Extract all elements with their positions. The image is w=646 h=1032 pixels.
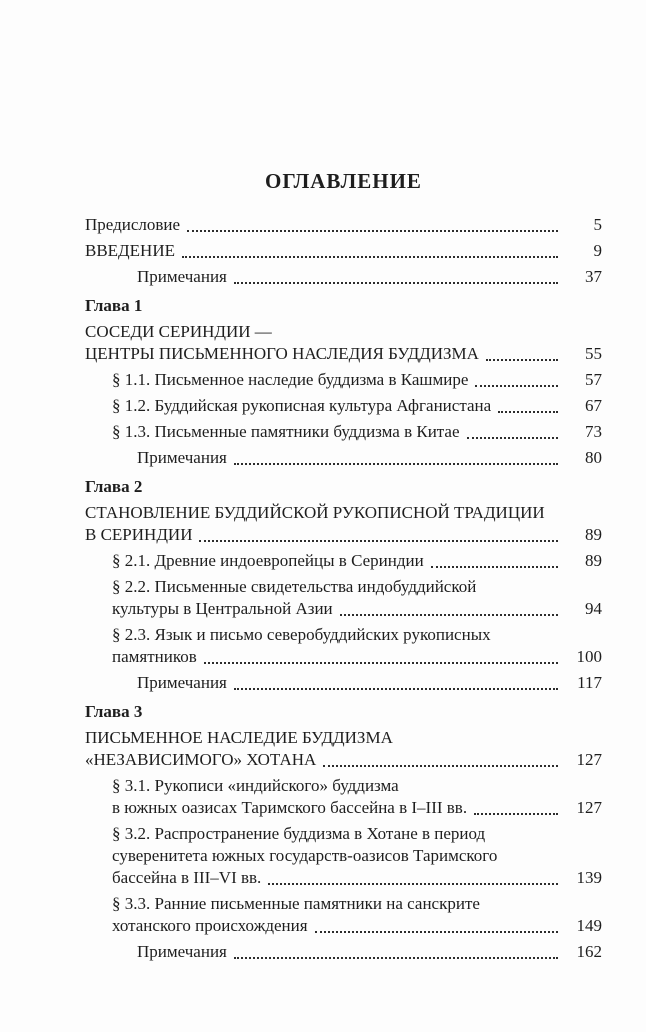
toc-entry-line bbox=[85, 524, 602, 546]
toc-entry-line bbox=[137, 672, 602, 694]
toc-entry-text: Примечания bbox=[137, 942, 227, 961]
toc-entry bbox=[85, 240, 602, 262]
toc-entry bbox=[85, 214, 602, 236]
toc-entry bbox=[85, 421, 602, 443]
dot-leader-icon bbox=[323, 765, 558, 767]
toc-chapter-group bbox=[85, 476, 602, 694]
toc-entry-text: Примечания bbox=[137, 448, 227, 467]
toc-entry-line bbox=[112, 893, 602, 915]
toc-entry-line bbox=[137, 941, 602, 963]
dot-leader-icon bbox=[475, 385, 558, 387]
toc-entry-line bbox=[85, 321, 602, 343]
toc-entry bbox=[85, 624, 602, 668]
toc-entry-text: суверенитета южных государств-оазисов Таримского bbox=[112, 846, 498, 865]
page-number: 117 bbox=[577, 673, 602, 692]
toc-entry bbox=[85, 266, 602, 288]
page-number: 9 bbox=[593, 241, 602, 260]
toc-entry-text: § 1.2. Буддийская рукописная культура Афганистана bbox=[112, 396, 492, 415]
page-number: 127 bbox=[576, 750, 602, 769]
toc-entry-line bbox=[85, 240, 602, 262]
toc-entry-line bbox=[112, 369, 602, 391]
dot-leader-icon bbox=[486, 359, 558, 361]
toc-entry-text: § 2.1. Древние индоевропейцы в Сериндии bbox=[112, 551, 424, 570]
dot-leader-icon bbox=[498, 411, 558, 413]
chapter-label: Глава 3 bbox=[85, 702, 143, 721]
toc-entry-line bbox=[85, 502, 602, 524]
toc-entry-line bbox=[112, 775, 602, 797]
toc-entry-text: § 1.3. Письменные памятники буддизма в Китае bbox=[112, 422, 460, 441]
toc-entry-line bbox=[137, 447, 602, 469]
toc-entry-text: СТАНОВЛЕНИЕ БУДДИЙСКОЙ РУКОПИСНОЙ ТРАДИЦИИ bbox=[85, 503, 545, 522]
dot-leader-icon bbox=[199, 540, 558, 542]
toc-entry bbox=[85, 941, 602, 963]
toc-entry-line bbox=[112, 823, 602, 845]
toc-entry-text: Примечания bbox=[137, 267, 227, 286]
dot-leader-icon bbox=[268, 883, 558, 885]
page-number: 37 bbox=[585, 267, 602, 286]
page-title: ОГЛАВЛЕНИЕ bbox=[265, 169, 422, 193]
toc-entry-line bbox=[112, 867, 602, 889]
dot-leader-icon bbox=[234, 282, 558, 284]
page-number: 67 bbox=[585, 396, 602, 415]
toc-entry-line bbox=[137, 266, 602, 288]
page-number: 5 bbox=[593, 215, 602, 234]
toc-entry-line bbox=[112, 915, 602, 937]
toc-entry bbox=[85, 576, 602, 620]
toc-entry bbox=[85, 550, 602, 572]
toc-entry-line bbox=[85, 214, 602, 236]
toc-entry-line bbox=[112, 421, 602, 443]
toc-chapter-group bbox=[85, 295, 602, 469]
toc-entry bbox=[85, 823, 602, 889]
dot-leader-icon bbox=[340, 614, 558, 616]
toc-entry-line bbox=[112, 395, 602, 417]
toc-entry-text: § 1.1. Письменное наследие буддизма в Кашмире bbox=[112, 370, 469, 389]
dot-leader-icon bbox=[204, 662, 558, 664]
toc-entry-line bbox=[112, 624, 602, 646]
dot-leader-icon bbox=[182, 256, 558, 258]
toc-entry-text: В СЕРИНДИИ bbox=[85, 525, 193, 544]
toc-entry-text: § 2.3. Язык и письмо северобуддийских рукописных bbox=[112, 625, 491, 644]
toc-entry-text: в южных оазисах Таримского бассейна в I–III вв. bbox=[112, 798, 468, 817]
page-number: 127 bbox=[576, 798, 602, 817]
toc-entry-text: «НЕЗАВИСИМОГО» ХОТАНА bbox=[85, 750, 317, 769]
toc-entry-text: хотанского происхождения bbox=[112, 916, 308, 935]
chapter-label: Глава 2 bbox=[85, 477, 143, 496]
toc-entry-line bbox=[112, 550, 602, 572]
toc-entry bbox=[85, 775, 602, 819]
toc-entry-text: § 2.2. Письменные свидетельства индобуддийской bbox=[112, 577, 477, 596]
toc-entry bbox=[85, 321, 602, 365]
chapter-label: Глава 1 bbox=[85, 296, 143, 315]
page-number: 80 bbox=[585, 448, 602, 467]
dot-leader-icon bbox=[467, 437, 558, 439]
page-number: 73 bbox=[585, 422, 602, 441]
page-number: 57 bbox=[585, 370, 602, 389]
toc-entry bbox=[85, 395, 602, 417]
page-number: 94 bbox=[585, 599, 602, 618]
dot-leader-icon bbox=[474, 813, 558, 815]
toc-entry-line bbox=[112, 845, 602, 867]
toc-entry bbox=[85, 672, 602, 694]
toc-entry-text: ЦЕНТРЫ ПИСЬМЕННОГО НАСЛЕДИЯ БУДДИЗМА bbox=[85, 344, 479, 363]
dot-leader-icon bbox=[234, 688, 558, 690]
toc-entry-text: культуры в Центральной Азии bbox=[112, 599, 333, 618]
toc-chapter-group bbox=[85, 701, 602, 963]
toc-entry-line bbox=[85, 343, 602, 365]
page-number: 100 bbox=[576, 647, 602, 666]
toc-entry-text: ВВЕДЕНИЕ bbox=[85, 241, 175, 260]
toc-list bbox=[85, 214, 602, 963]
page-number: 162 bbox=[576, 942, 602, 961]
toc-entry bbox=[85, 727, 602, 771]
toc-entry-line bbox=[112, 797, 602, 819]
toc-entry bbox=[85, 893, 602, 937]
toc-entry-text: § 3.2. Распространение буддизма в Хотане в период bbox=[112, 824, 486, 843]
dot-leader-icon bbox=[187, 230, 558, 232]
page-number: 89 bbox=[585, 525, 602, 544]
toc-entry-line bbox=[85, 727, 602, 749]
page-number: 139 bbox=[576, 868, 602, 887]
toc-entry bbox=[85, 502, 602, 546]
page-number: 149 bbox=[576, 916, 602, 935]
toc-entry-line bbox=[112, 598, 602, 620]
toc-entry-line bbox=[85, 749, 602, 771]
dot-leader-icon bbox=[234, 463, 558, 465]
toc-entry bbox=[85, 447, 602, 469]
toc-entry-text: СОСЕДИ СЕРИНДИИ — bbox=[85, 322, 272, 341]
dot-leader-icon bbox=[431, 566, 558, 568]
toc-entry-text: ПИСЬМЕННОЕ НАСЛЕДИЕ БУДДИЗМА bbox=[85, 728, 393, 747]
toc-entry-text: § 3.3. Ранние письменные памятники на санскрите bbox=[112, 894, 480, 913]
toc-entry-text: Примечания bbox=[137, 673, 227, 692]
toc-chapter-group bbox=[85, 214, 602, 288]
toc-entry-text: § 3.1. Рукописи «индийского» буддизма bbox=[112, 776, 399, 795]
toc-entry-text: бассейна в III–VI вв. bbox=[112, 868, 262, 887]
toc-entry bbox=[85, 369, 602, 391]
dot-leader-icon bbox=[315, 931, 558, 933]
toc-entry-line bbox=[112, 646, 602, 668]
toc-entry-text: Предисловие bbox=[85, 215, 181, 234]
toc-entry-text: памятников bbox=[112, 647, 197, 666]
toc-entry-line bbox=[112, 576, 602, 598]
page-number: 55 bbox=[585, 344, 602, 363]
dot-leader-icon bbox=[234, 957, 558, 959]
page-number: 89 bbox=[585, 551, 602, 570]
